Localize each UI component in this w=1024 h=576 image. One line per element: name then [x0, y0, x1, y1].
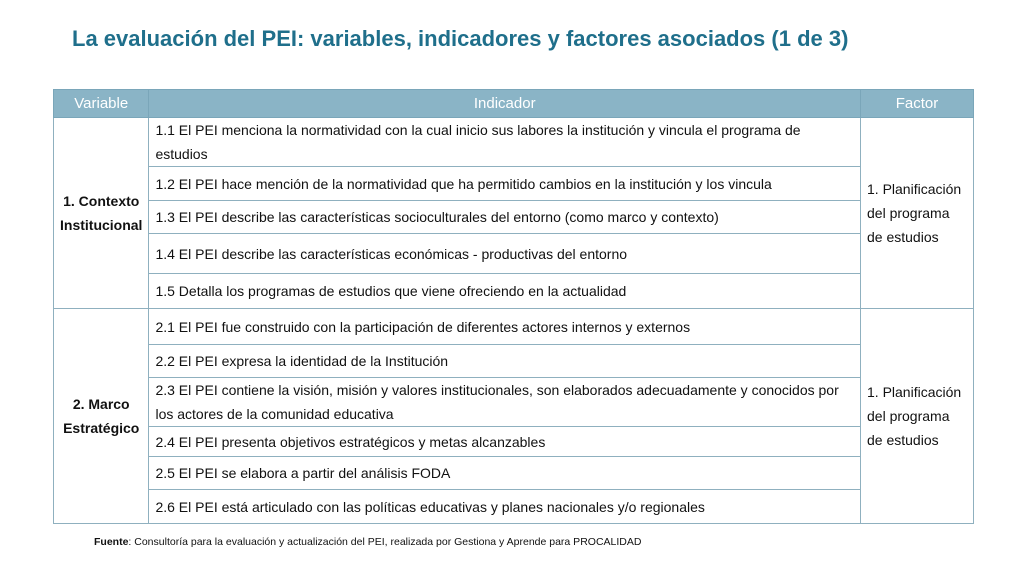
variable-cell: 2. Marco Estratégico	[54, 309, 149, 524]
indicators-table	[53, 89, 974, 524]
header-factor: Factor	[861, 90, 974, 118]
table-header-row	[54, 90, 974, 118]
indicator-cell: 1.1 El PEI menciona la normatividad con la cual inicio sus labores la institución y vincula el programa de estudios	[149, 118, 861, 167]
indicator-cell: 1.5 Detalla los programas de estudios que viene ofreciendo en la actualidad	[149, 274, 861, 309]
table-row	[54, 345, 974, 378]
indicator-cell: 2.5 El PEI se elabora a partir del análisis FODA	[149, 457, 861, 490]
indicator-cell: 2.1 El PEI fue construido con la participación de diferentes actores internos y externos	[149, 309, 861, 345]
table-row	[54, 118, 974, 167]
indicator-cell: 2.2 El PEI expresa la identidad de la Institución	[149, 345, 861, 378]
indicator-cell: 2.4 El PEI presenta objetivos estratégicos y metas alcanzables	[149, 427, 861, 457]
indicator-cell: 1.2 El PEI hace mención de la normatividad que ha permitido cambios en la institución y los vincula	[149, 167, 861, 201]
factor-cell: 1. Planificación del programa de estudios	[861, 309, 974, 524]
source-label: Fuente	[94, 536, 129, 548]
table-row	[54, 234, 974, 274]
table-row	[54, 274, 974, 309]
table-row	[54, 427, 974, 457]
table-row	[54, 201, 974, 234]
source-text: : Consultoría para la evaluación y actualización del PEI, realizada por Gestiona y Aprende para PROCALIDAD	[128, 536, 642, 548]
page-title: La evaluación del PEI: variables, indicadores y factores asociados (1 de 3)	[72, 26, 849, 51]
factor-cell: 1. Planificación del programa de estudios	[861, 118, 974, 309]
source-note	[94, 536, 641, 548]
indicator-cell: 1.3 El PEI describe las características socioculturales del entorno (como marco y contexto)	[149, 201, 861, 234]
variable-cell: 1. Contexto Institucional	[54, 118, 149, 309]
indicator-cell: 2.6 El PEI está articulado con las políticas educativas y planes nacionales y/o regionales	[149, 490, 861, 524]
table-row	[54, 309, 974, 345]
header-variable: Variable	[54, 90, 149, 118]
header-indicador: Indicador	[149, 90, 861, 118]
table-row	[54, 490, 974, 524]
table-row	[54, 457, 974, 490]
table-row	[54, 167, 974, 201]
indicator-cell: 2.3 El PEI contiene la visión, misión y valores institucionales, son elaborados adecuadamente y conocidos por los actores de la comunidad educativa	[149, 378, 861, 427]
indicator-cell: 1.4 El PEI describe las características económicas - productivas del entorno	[149, 234, 861, 274]
table-row	[54, 378, 974, 427]
